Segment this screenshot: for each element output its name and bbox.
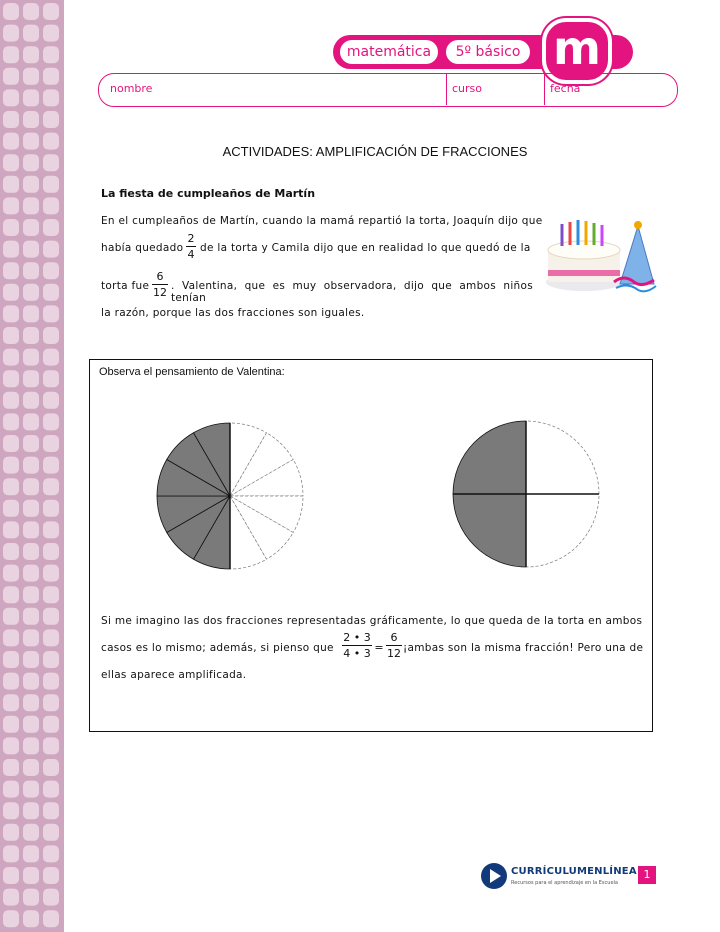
side-pattern-tile <box>43 500 59 517</box>
side-pattern-tile <box>3 651 19 668</box>
paragraph-line: de la torta y Camila dijo que en realidad lo que quedó de la <box>200 242 531 254</box>
side-pattern-tile <box>3 608 19 625</box>
fraction-numerator: 2 <box>187 232 195 245</box>
paragraph-line: ¡ambas son la misma fracción! Pero una de <box>403 642 644 654</box>
side-pattern-tile <box>3 673 19 690</box>
side-pattern-tile <box>3 413 19 430</box>
side-pattern-tile <box>3 737 19 754</box>
birthday-cake-image <box>544 212 660 294</box>
side-pattern-tile <box>3 500 19 517</box>
pie-slice <box>526 421 599 494</box>
section-subtitle: La fiesta de cumpleaños de Martín <box>101 187 316 200</box>
side-pattern-tile <box>43 673 59 690</box>
fraction-result <box>386 631 402 660</box>
side-pattern-tile <box>3 586 19 603</box>
field-divider <box>446 74 447 105</box>
side-pattern-tile <box>3 759 19 776</box>
side-pattern-tile <box>23 586 39 603</box>
side-pattern-tile <box>23 327 39 344</box>
fraction-numerator: 6 <box>156 270 164 283</box>
paragraph-line: En el cumpleaños de Martín, cuando la mamá repartió la torta, Joaquín dijo que <box>101 215 543 227</box>
side-pattern-tile <box>43 716 59 733</box>
side-pattern-tile <box>23 370 39 387</box>
side-pattern-tile <box>3 824 19 841</box>
side-pattern-tile <box>3 392 19 409</box>
side-pattern-tile <box>23 284 39 301</box>
side-pattern-tile <box>23 543 39 560</box>
paragraph-line: la razón, porque las dos fracciones son iguales. <box>101 307 365 319</box>
side-pattern-tile <box>23 68 39 85</box>
side-pattern-tile <box>3 111 19 128</box>
side-pattern-tile <box>3 867 19 884</box>
side-pattern-tile <box>3 89 19 106</box>
side-pattern-tile <box>3 3 19 20</box>
side-pattern-tile <box>3 349 19 366</box>
side-pattern-tile <box>43 413 59 430</box>
side-pattern-tile <box>23 197 39 214</box>
side-pattern-tile <box>3 802 19 819</box>
side-pattern-tile <box>43 867 59 884</box>
side-pattern-tile <box>3 781 19 798</box>
fraction-denominator: 4 <box>187 248 195 261</box>
side-pattern-tile <box>43 68 59 85</box>
side-pattern-tile <box>23 219 39 236</box>
side-pattern-tile <box>23 241 39 258</box>
side-pattern-tile <box>43 111 59 128</box>
side-pattern-tile <box>43 651 59 668</box>
side-pattern-tile <box>43 3 59 20</box>
side-pattern-tile <box>3 68 19 85</box>
side-pattern-tile <box>23 521 39 538</box>
side-pattern-tile <box>23 457 39 474</box>
equals-sign: = <box>374 641 384 654</box>
side-pattern-tile <box>43 910 59 927</box>
side-pattern-tile <box>43 327 59 344</box>
side-pattern-tile <box>3 262 19 279</box>
side-pattern-tile <box>23 565 39 582</box>
side-pattern-tile <box>43 435 59 452</box>
side-pattern-tile <box>43 889 59 906</box>
side-pattern-tile <box>23 802 39 819</box>
fraction-bar <box>186 246 196 247</box>
side-pattern-tile <box>23 262 39 279</box>
paragraph-line: había quedado <box>101 242 184 254</box>
side-pattern-tile <box>43 478 59 495</box>
box-title: Observa el pensamiento de Valentina: <box>99 366 285 378</box>
side-pattern-tile <box>3 565 19 582</box>
side-pattern-tile <box>43 521 59 538</box>
side-pattern-tile <box>23 608 39 625</box>
side-pattern-tile <box>3 46 19 63</box>
page-title: ACTIVIDADES: AMPLIFICACIÓN DE FRACCIONES <box>222 144 528 159</box>
side-pattern-tile <box>43 586 59 603</box>
paragraph-line: Si me imagino las dos fracciones representadas gráficamente, lo que queda de la torta en ambos <box>101 615 643 627</box>
name-field-label: nombre <box>110 82 153 95</box>
side-pattern-tile <box>23 435 39 452</box>
side-pattern-tile <box>23 651 39 668</box>
side-pattern-tile <box>23 781 39 798</box>
fraction-denominator: 4 • 3 <box>343 647 371 660</box>
side-pattern-tile <box>3 284 19 301</box>
side-pattern-tile <box>23 3 39 20</box>
student-info-bar <box>98 73 678 107</box>
side-pattern-tile <box>23 694 39 711</box>
decorative-side-strip <box>0 0 64 932</box>
side-pattern-tile <box>3 197 19 214</box>
side-pattern-tile <box>43 197 59 214</box>
pie-slice-shaded <box>453 494 526 567</box>
side-pattern-tile <box>23 176 39 193</box>
side-pattern-tile <box>43 845 59 862</box>
field-divider <box>544 74 545 105</box>
paragraph-line: casos es lo mismo; además, si pienso que <box>101 642 334 654</box>
side-pattern-tile <box>3 694 19 711</box>
side-pattern-tile <box>23 629 39 646</box>
side-pattern-tile <box>43 305 59 322</box>
side-pattern-tile <box>43 543 59 560</box>
side-pattern-tile <box>43 370 59 387</box>
side-pattern-tile <box>43 349 59 366</box>
fraction-numerator: 2 • 3 <box>343 631 371 644</box>
course-field-label: curso <box>452 82 483 95</box>
page-number: 1 <box>638 866 656 884</box>
paragraph-line: . Valentina, que es muy observadora, dijo que ambos niños tenían <box>171 280 533 304</box>
side-pattern-tile <box>3 176 19 193</box>
side-pattern-tile <box>43 219 59 236</box>
grade-pill: 5º básico <box>446 40 530 64</box>
side-pattern-tile <box>43 457 59 474</box>
fraction-six-twelfths <box>152 270 168 299</box>
fraction-product <box>342 631 372 660</box>
side-pattern-tile <box>43 737 59 754</box>
side-pattern-tile <box>23 478 39 495</box>
side-pattern-tile <box>3 457 19 474</box>
curriculum-logo-icon <box>480 862 508 890</box>
fraction-bar <box>386 645 402 646</box>
side-pattern-tile <box>23 89 39 106</box>
side-pattern-tile <box>23 392 39 409</box>
fraction-numerator: 6 <box>390 631 398 644</box>
side-pattern-tile <box>3 629 19 646</box>
side-pattern-tile <box>43 824 59 841</box>
side-pattern-tile <box>43 759 59 776</box>
side-pattern-tile <box>3 370 19 387</box>
side-pattern-tile <box>3 435 19 452</box>
side-pattern-tile <box>23 716 39 733</box>
side-pattern-tile <box>43 392 59 409</box>
footer-brand: CURRÍCULUMENLÍNEA <box>511 866 637 877</box>
brand-logo: m <box>542 18 612 84</box>
side-pattern-tile <box>43 608 59 625</box>
side-pattern-tile <box>43 262 59 279</box>
pie-slice <box>526 494 599 567</box>
side-pattern-tile <box>43 802 59 819</box>
side-pattern-tile <box>23 305 39 322</box>
paragraph-line: ellas aparece amplificada. <box>101 669 247 681</box>
side-pattern-tile <box>43 241 59 258</box>
side-pattern-tile <box>3 305 19 322</box>
paragraph-line: torta fue <box>101 280 150 292</box>
fraction-bar <box>152 284 168 285</box>
side-pattern-tile <box>3 219 19 236</box>
side-pattern-tile <box>43 284 59 301</box>
side-pattern-tile <box>3 327 19 344</box>
side-pattern-tile <box>43 629 59 646</box>
side-pattern <box>0 0 64 932</box>
pie-twelfths <box>154 420 306 572</box>
side-pattern-tile <box>23 413 39 430</box>
side-pattern-tile <box>3 716 19 733</box>
side-pattern-tile <box>3 241 19 258</box>
side-pattern-tile <box>23 889 39 906</box>
fraction-denominator: 12 <box>387 647 401 660</box>
fraction-denominator: 12 <box>153 286 167 299</box>
side-pattern-tile <box>3 25 19 42</box>
side-pattern-tile <box>23 845 39 862</box>
side-pattern-tile <box>23 910 39 927</box>
fraction-two-fourths <box>186 232 196 261</box>
side-pattern-tile <box>3 543 19 560</box>
side-pattern-tile <box>43 565 59 582</box>
side-pattern-tile <box>23 111 39 128</box>
fraction-bar <box>342 645 372 646</box>
subject-pill: matemática <box>340 40 438 64</box>
side-pattern-tile <box>43 176 59 193</box>
side-pattern-tile <box>23 500 39 517</box>
side-pattern-tile <box>23 824 39 841</box>
side-pattern-tile <box>3 889 19 906</box>
side-pattern-tile <box>23 867 39 884</box>
side-pattern-tile <box>43 89 59 106</box>
date-field-label: fecha <box>550 82 581 95</box>
footer-tagline: Recursos para el aprendizaje en la Escuela <box>511 880 618 886</box>
pie-fourths <box>450 418 602 570</box>
side-pattern-tile <box>3 521 19 538</box>
side-pattern-tile <box>23 25 39 42</box>
side-pattern-tile <box>43 46 59 63</box>
side-pattern-tile <box>23 737 39 754</box>
side-pattern-tile <box>43 694 59 711</box>
side-pattern-tile <box>43 25 59 42</box>
pie-slice-shaded <box>453 421 526 494</box>
side-pattern-tile <box>23 349 39 366</box>
side-pattern-tile <box>3 845 19 862</box>
side-pattern-tile <box>23 759 39 776</box>
side-pattern-tile <box>3 478 19 495</box>
side-pattern-tile <box>23 673 39 690</box>
side-pattern-tile <box>43 781 59 798</box>
side-pattern-tile <box>3 910 19 927</box>
side-pattern-tile <box>23 46 39 63</box>
